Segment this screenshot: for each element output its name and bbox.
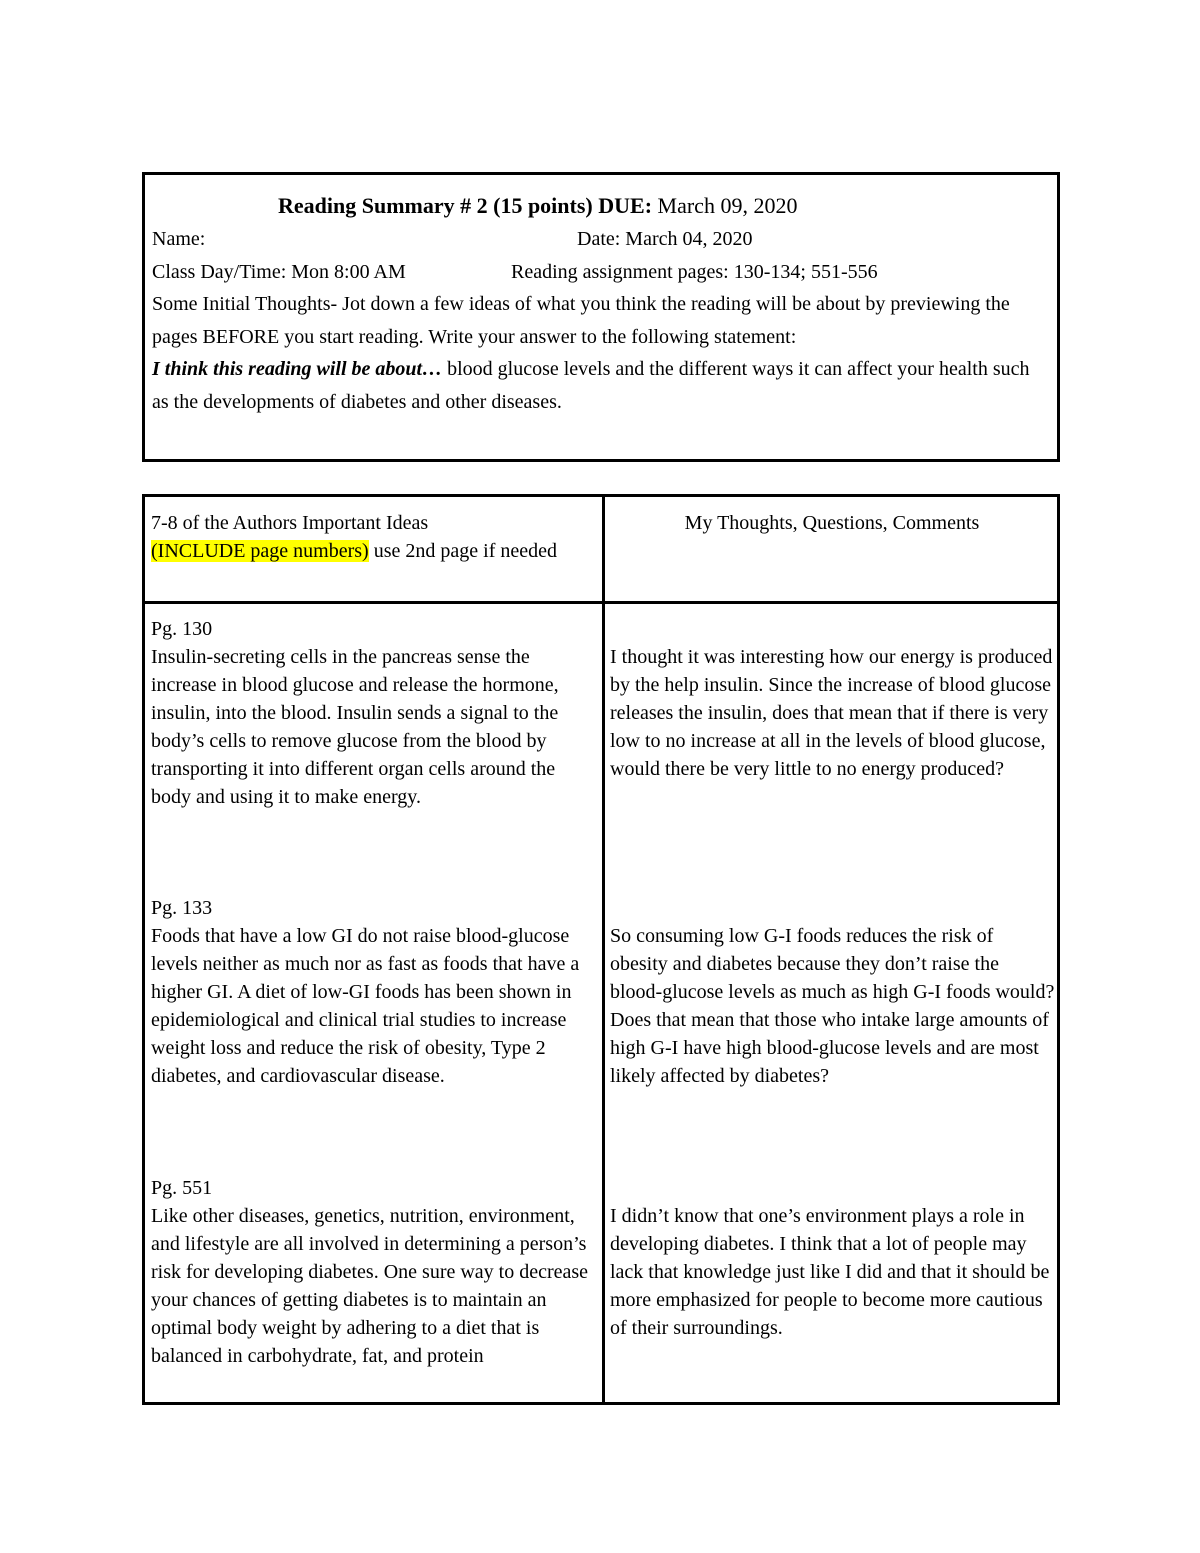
due-date: March 09, 2020 [657, 193, 798, 218]
table-row-thought: So consuming low G-I foods reduces the risk of obesity and diabetes because they don’t raise the blood-glucose levels as much as high G-I foods would? Does that mean that those who intake large amounts of high G-I have high blood-glucose levels and are most likely affected by diabetes? [610, 925, 1055, 1087]
column-divider [602, 497, 605, 1402]
title-line [278, 193, 797, 219]
left-header-highlight: (INCLUDE page numbers) [151, 540, 369, 562]
idea-text: Like other diseases, genetics, nutrition, environment, and lifestyle are all involved in determining a person’s risk for developing diabetes. One sure way to decrease your chances of getting diabetes is to maintain an optimal body weight by adhering to a diet that is balanced in carbohydrate, fat, and protein [151, 1205, 589, 1367]
due-label: DUE: [598, 193, 653, 218]
left-header-note: use 2nd page if needed [373, 540, 557, 562]
instructions-text: Some Initial Thoughts- Jot down a few ideas of what you think the reading will be about by previewing the pages BEFORE you start reading. Write your answer to the following statement: [152, 293, 1010, 348]
table-row-idea [151, 615, 596, 811]
page-number: Pg. 551 [151, 1177, 213, 1199]
header-row-divider [145, 601, 1057, 604]
instructions-paragraph [152, 288, 1042, 418]
left-header-text: 7-8 of the Authors Important Ideas [151, 512, 429, 534]
date-label: Date: March 04, 2020 [577, 228, 753, 250]
prompt-lead: I think this reading will be about… [152, 358, 443, 380]
ideas-table [142, 494, 1060, 1405]
right-column-header: My Thoughts, Questions, Comments [684, 512, 980, 534]
table-row-thought: I didn’t know that one’s environment plays a role in developing diabetes. I think that a lot of people may lack that knowledge just like I did and that it should be more emphasized for people to become more cautious of their surroundings. [610, 1205, 1050, 1339]
table-row-idea [151, 894, 596, 1090]
prompt-answer: blood glucose levels and the different ways it can affect your health such as the developments of diabetes and other diseases. [152, 358, 1030, 413]
name-label: Name: [152, 228, 206, 250]
left-column-header [151, 509, 591, 565]
page-number: Pg. 130 [151, 618, 213, 640]
page-number: Pg. 133 [151, 897, 213, 919]
table-row-idea [151, 1174, 596, 1370]
idea-text: Insulin-secreting cells in the pancreas sense the increase in blood glucose and release the hormone, insulin, into the blood. Insulin sends a signal to the body’s cells to remove glucose from the blood by transporting it into different organ cells around the body and using it to make energy. [151, 646, 559, 808]
idea-text: Foods that have a low GI do not raise blood-glucose levels neither as much nor as fast as foods that have a higher GI. A diet of low-GI foods has been shown in epidemiological and clinical trial studies to increase weight loss and reduce the risk of obesity, Type 2 diabetes, and cardiovascular disease. [151, 925, 580, 1087]
assignment-pages-label: Reading assignment pages: 130-134; 551-556 [511, 261, 878, 283]
reading-summary-header-box [142, 172, 1060, 462]
table-row-thought: I thought it was interesting how our energy is produced by the help insulin. Since the increase of blood glucose releases the insulin, does that mean that if there is very low to no increase at all in the levels of blood glucose, would there be very little to no energy produced? [610, 646, 1053, 780]
class-time-label: Class Day/Time: Mon 8:00 AM [152, 261, 406, 283]
summary-title: Reading Summary # 2 (15 points) [278, 193, 593, 218]
